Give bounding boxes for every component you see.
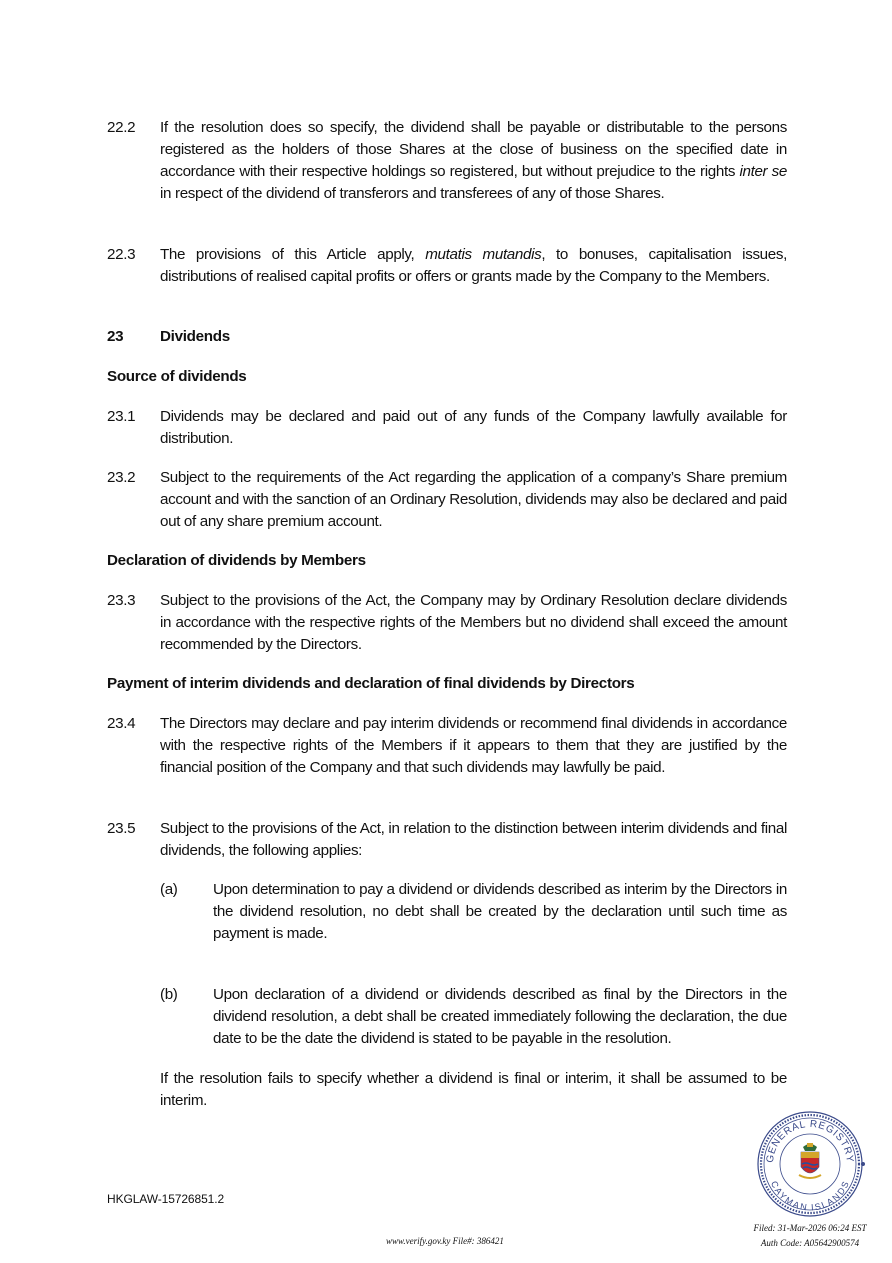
clause-23-2 — [107, 467, 787, 533]
clause-22-3 — [107, 244, 787, 288]
seal-bottom-text: CAYMAN ISLANDS — [768, 1179, 852, 1213]
document-reference: HKGLAW-15726851.2 — [107, 1192, 225, 1206]
sub-clause-label: (a) — [160, 881, 178, 898]
clause-23-5 — [107, 818, 787, 862]
clause-number: 23.1 — [107, 408, 136, 425]
verify-url-file-number: www.verify.gov.ky File#: 386421 — [386, 1236, 504, 1246]
article-heading — [107, 326, 230, 348]
clause-text: Subject to the provisions of the Act, in relation to the distinction between interim dividends and final dividends, the following applies: — [160, 820, 787, 859]
clause-text: The provisions of this Article apply, mutatis mutandis, to bonuses, capitalisation issues, distributions of realised capital profits or offers or grants made by the Company to the Members. — [160, 246, 787, 285]
registry-seal-stamp — [755, 1109, 865, 1219]
filing-stamp-text — [745, 1221, 875, 1251]
clause-number: 23.5 — [107, 820, 136, 837]
section-heading-payment: Payment of interim dividends and declaration of final dividends by Directors — [107, 675, 635, 692]
sub-clause-label: (b) — [160, 986, 178, 1003]
clause-number: 22.2 — [107, 119, 136, 136]
clause-text: Dividends may be declared and paid out of any funds of the Company lawfully available for distribution. — [160, 408, 787, 447]
seal-mark — [861, 1162, 865, 1166]
clause-23-4 — [107, 713, 787, 779]
clause-number: 22.3 — [107, 246, 136, 263]
sub-clause-b — [160, 984, 787, 1050]
auth-code: Auth Code: A05642900574 — [760, 1238, 860, 1248]
clause-number: 23.4 — [107, 715, 136, 732]
clause-number: 23.3 — [107, 592, 136, 609]
section-heading-declaration: Declaration of dividends by Members — [107, 552, 366, 569]
seal-top-text: GENERAL REGISTRY — [764, 1118, 856, 1164]
sub-clause-text: Upon declaration of a dividend or dividends described as final by the Directors in the dividend resolution, a debt shall be created immediately following the declaration, the due date to be the date the dividend is stated to be payable in the resolution. — [213, 986, 787, 1047]
section-heading-source: Source of dividends — [107, 368, 247, 385]
clause-number: 23.2 — [107, 469, 136, 486]
clause-text: Subject to the requirements of the Act regarding the application of a company’s Share premium account and with the sanction of an Ordinary Resolution, dividends may also be declared and paid out of any share premium account. — [160, 469, 787, 530]
italic-term: mutatis mutandis — [425, 246, 542, 263]
sub-clause-a — [160, 879, 787, 945]
article-title: Dividends — [160, 328, 230, 345]
clause-23-1 — [107, 406, 787, 450]
clause-22-2 — [107, 117, 787, 205]
clause-23-3 — [107, 590, 787, 656]
filed-timestamp: Filed: 31-Mar-2026 06:24 EST — [753, 1223, 867, 1233]
clause-text: Subject to the provisions of the Act, the Company may by Ordinary Resolution declare dividends in accordance with the respective rights of the Members but no dividend shall exceed the amount recommended by the Directors. — [160, 592, 787, 653]
sub-clause-text: Upon determination to pay a dividend or dividends described as interim by the Directors in the dividend resolution, no debt shall be created by the declaration until such time as payment is made. — [213, 881, 787, 942]
article-number: 23 — [107, 328, 124, 345]
italic-term: inter se — [739, 163, 787, 180]
clause-text: The Directors may declare and pay interim dividends or recommend final dividends in accordance with the respective rights of the Members if it appears to them that they are justified by the financial position of the Company and that such dividends may lawfully be paid. — [160, 715, 787, 776]
clause-text: If the resolution does so specify, the dividend shall be payable or distributable to the persons registered as the holders of those Shares at the close of business on the specified date in accordance with their respective holdings so registered, but without prejudice to the rights inter se in respect of the dividend of transferors and transferees of any of those Shares. — [160, 119, 787, 202]
clause-closing-text: If the resolution fails to specify whether a dividend is final or interim, it shall be assumed to be interim. — [160, 1070, 787, 1109]
coat-of-arms-icon — [799, 1143, 821, 1178]
